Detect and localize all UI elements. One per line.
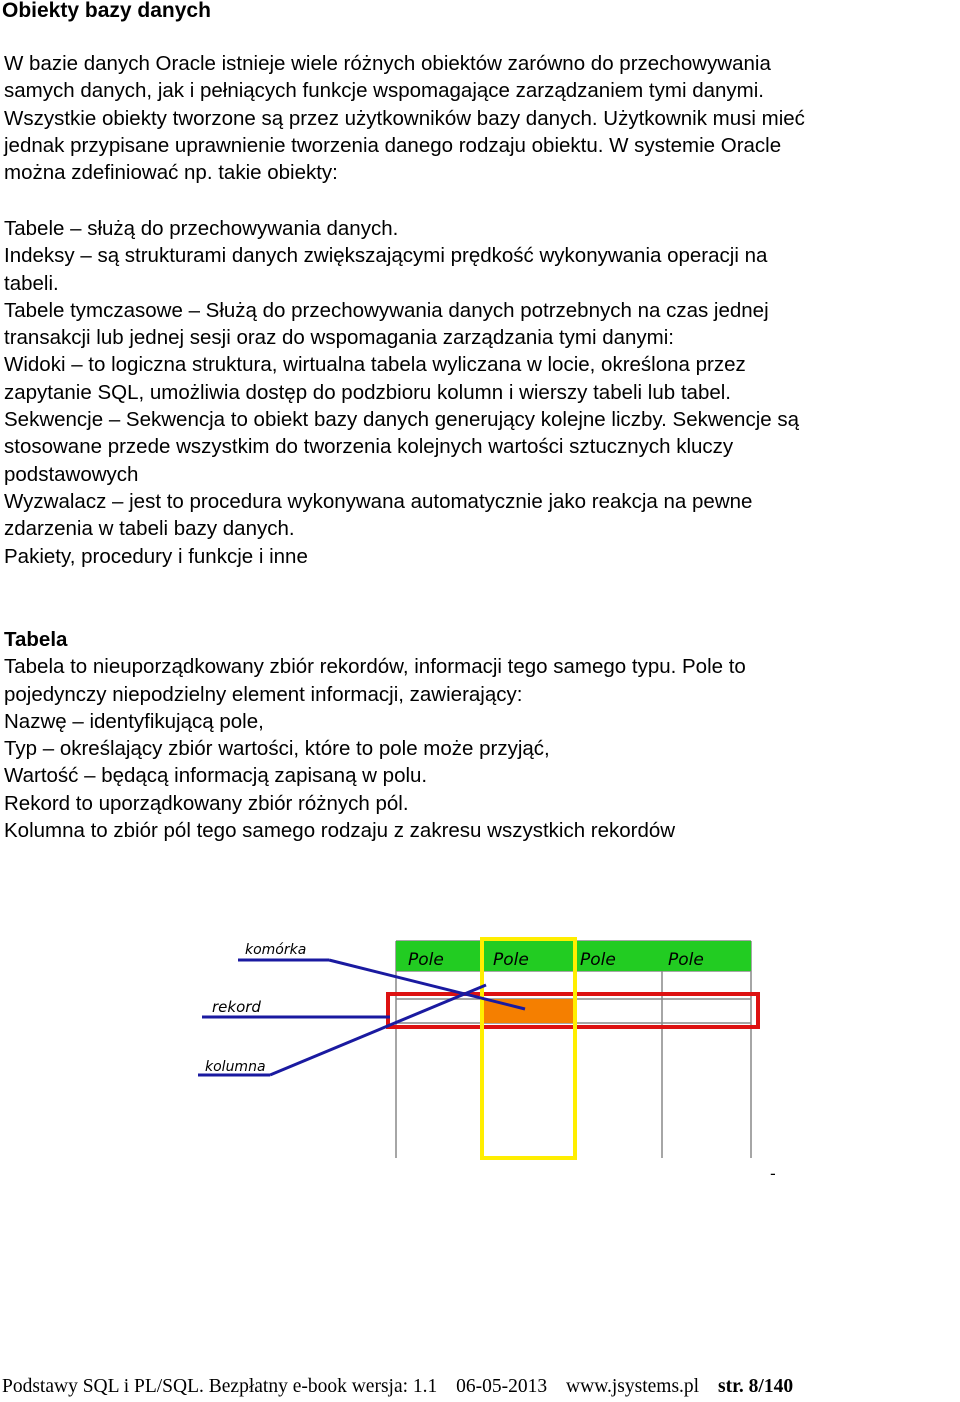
tabela-section	[4, 626, 940, 844]
text-line: jednak przypisane uprawnienie tworzenia danego rodzaju obiektu. W systemie Oracle	[4, 133, 782, 157]
page-footer	[2, 1376, 793, 1398]
text-line: samych danych, jak i pełniących funkcje wspomagające zarządzaniem tymi danymi.	[4, 79, 764, 103]
column-pointer-line	[270, 985, 486, 1075]
footer-book-title: Podstawy SQL i PL/SQL. Bezpłatny e-book wersja: 1.1	[2, 1376, 438, 1397]
cell-label: komórka	[245, 942, 307, 958]
list-item: transakcji lub jednej sesji oraz do wspomagania zarządzania tymi danymi:	[4, 326, 674, 350]
field-header: Pole	[493, 950, 529, 970]
list-item: Pakiety, procedury i funkcje i inne	[4, 544, 308, 568]
list-item: zapytanie SQL, umożliwia dostęp do podzbioru kolumn i wierszy tabeli lub tabel.	[4, 380, 731, 404]
text-line: Typ – określający zbiór wartości, które to pole może przyjąć,	[4, 737, 550, 761]
text-line: Rekord to uporządkowany zbiór różnych pól.	[4, 791, 409, 815]
stray-dash: -	[770, 1164, 776, 1183]
list-item: Wyzwalacz – jest to procedura wykonywana automatycznie jako reakcja na pewne	[4, 489, 753, 513]
object-list	[4, 215, 940, 570]
field-header: Pole	[580, 950, 616, 970]
text-line: można zdefiniować np. takie obiekty:	[4, 161, 338, 185]
footer-website: www.jsystems.pl	[566, 1376, 700, 1397]
text-line: Wszystkie obiekty tworzone są przez użytkowników bazy danych. Użytkownik musi mieć	[4, 106, 805, 130]
list-item: stosowane przede wszystkim do tworzenia kolejnych wartości sztucznych kluczy	[4, 435, 734, 459]
intro-paragraph	[4, 50, 940, 186]
footer-date: 06-05-2013	[456, 1376, 548, 1397]
text-line: W bazie danych Oracle istnieje wiele różnych obiektów zarówno do przechowywania	[4, 52, 771, 75]
text-line: pojedynczy niepodzielny element informacji, zawierający:	[4, 682, 523, 706]
footer-page-number: str. 8/140	[717, 1376, 794, 1397]
list-item: podstawowych	[4, 462, 139, 486]
field-header: Pole	[408, 950, 444, 970]
text-line: Wartość – będącą informacją zapisaną w polu.	[4, 764, 428, 788]
text-line: Kolumna to zbiór pól tego samego rodzaju z zakresu wszystkich rekordów	[4, 819, 676, 843]
field-header: Pole	[668, 950, 704, 970]
column-outline	[482, 939, 575, 1158]
page-title: Obiekty bazy danych	[2, 0, 211, 22]
record-label: rekord	[212, 998, 261, 1016]
text-line: Tabela to nieuporządkowany zbiór rekordów, informacji tego samego typu. Pole to	[4, 655, 746, 679]
list-item: tabeli.	[4, 271, 59, 295]
text-line: Nazwę – identyfikującą pole,	[4, 709, 264, 733]
list-item: Sekwencje – Sekwencja to obiekt bazy danych generujący kolejne liczby. Sekwencje są	[4, 408, 800, 432]
column-label: kolumna	[205, 1059, 266, 1075]
list-item: Widoki – to logiczna struktura, wirtualna tabela wyliczana w locie, określona przez	[4, 353, 746, 377]
list-item: Tabele tymczasowe – Służą do przechowywania danych potrzebnych na czas jednej	[4, 298, 769, 322]
list-item: zdarzenia w tabeli bazy danych.	[4, 517, 295, 541]
list-item: Tabele – służą do przechowywania danych.	[4, 217, 399, 240]
section-heading: Tabela	[4, 628, 68, 651]
list-item: Indeksy – są strukturami danych zwiększającymi prędkość wykonywania operacji na	[4, 244, 768, 268]
table-structure-diagram	[190, 925, 790, 1190]
